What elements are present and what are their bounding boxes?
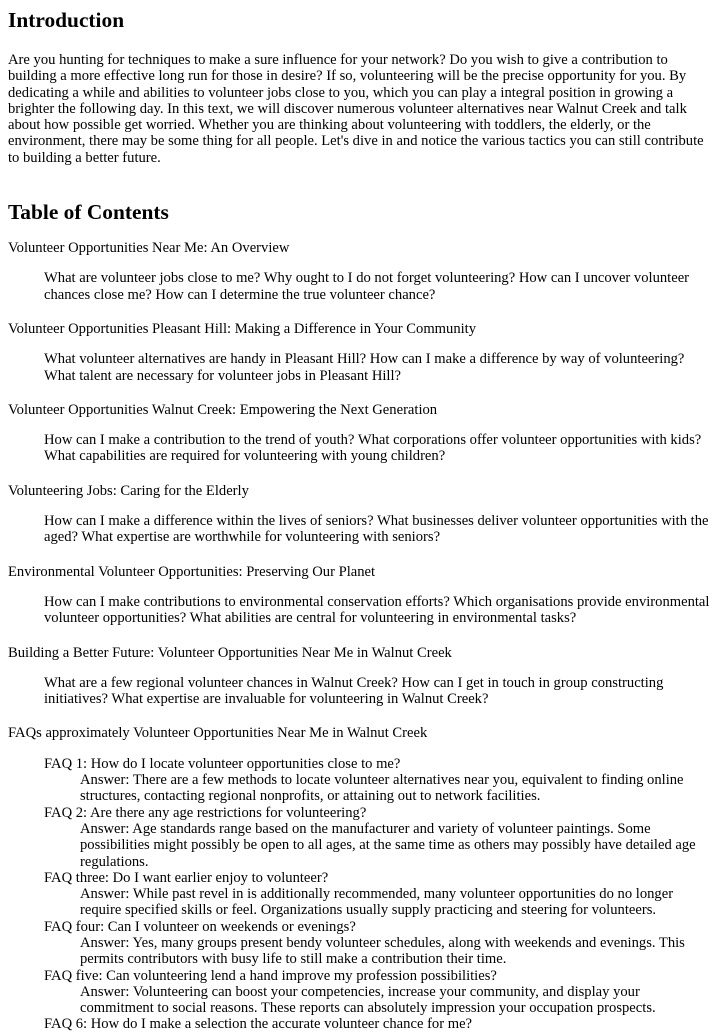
faq-answer: Answer: Yes, many groups present bendy volunteer schedules, along with weekends and evenings. This permits contributors with busy life to still make a contribution their time. bbox=[80, 934, 685, 968]
toc-section-questions: What are volunteer jobs close to me? Why ought to I do not forget volunteering? How can I uncover volunteer chances close me? How can I determine the true volunteer chance? bbox=[44, 270, 690, 303]
toc-section-title: Building a Better Future: Volunteer Opportunities Near Me in Walnut Creek bbox=[8, 644, 452, 661]
intro-paragraph: Are you hunting for techniques to make a sure influence for your network? Do you wish to give a contribution to building a more effective long run for those in desire? If so, volunteering will be the precise opportunity for you. By dedicating a while and abilities to volunteer jobs close to you, which you can play a integral position in growing a brighter the following day. In this text, we will discover numerous volunteer alternatives near Walnut Creek and talk about how possible get worried. Whether you are thinking about volunteering with toddlers, the elderly, or the environment, there may be some thing for all people. Let's dive in and notice the various tactics you can still contribute to building a better future. bbox=[8, 52, 704, 166]
toc-section bbox=[8, 564, 712, 627]
faq-answer: Answer: Age standards range based on the manufacturer and variety of volunteer paintings. Some possibilities might possibly be open to all ages, at the same time as others may possibly have detailed age regulations. bbox=[80, 820, 696, 870]
toc-section-title: Environmental Volunteer Opportunities: Preserving Our Planet bbox=[8, 563, 376, 580]
faq-question: FAQ five: Can volunteering lend a hand improve my profession possibilities? bbox=[44, 967, 497, 984]
toc-section-questions: How can I make a difference within the lives of seniors? What businesses deliver volunteer opportunities with the aged? What expertise are worthwhile for volunteering with seniors? bbox=[44, 513, 709, 546]
toc-section-questions: What volunteer alternatives are handy in Pleasant Hill? How can I make a difference by way of volunteering? What talent are necessary for volunteer jobs in Pleasant Hill? bbox=[44, 351, 685, 384]
faq-question: FAQ 1: How do I locate volunteer opportunities close to me? bbox=[44, 755, 401, 772]
toc-section-questions: What are a few regional volunteer chances in Walnut Creek? How can I get in touch in group constructing initiatives? What expertise are invaluable for volunteering in Walnut Creek? bbox=[44, 674, 664, 708]
toc-section bbox=[8, 483, 712, 546]
article bbox=[0, 8, 720, 1033]
toc-section-title: Volunteer Opportunities Near Me: An Overview bbox=[8, 240, 290, 257]
toc-section-title: Volunteer Opportunities Pleasant Hill: Making a Difference in Your Community bbox=[8, 320, 477, 337]
faq-section-title: FAQs approximately Volunteer Opportunities Near Me in Walnut Creek bbox=[8, 725, 428, 742]
toc-section-title: Volunteering Jobs: Caring for the Elderly bbox=[8, 482, 249, 499]
toc-section-questions: How can I make a contribution to the trend of youth? What corporations offer volunteer opportunities with kids? What capabilities are required for volunteering with young children? bbox=[44, 432, 702, 465]
faq-list bbox=[44, 756, 712, 1033]
toc-section bbox=[8, 645, 712, 708]
faq-question: FAQ four: Can I volunteer on weekends or evenings? bbox=[44, 918, 356, 935]
toc-section-title: Volunteer Opportunities Walnut Creek: Empowering the Next Generation bbox=[8, 401, 438, 418]
faq-question: FAQ 2: Are there any age restrictions for volunteering? bbox=[44, 804, 367, 821]
toc-section bbox=[8, 402, 712, 465]
faq-question: FAQ 6: How do I make a selection the accurate volunteer chance for me? bbox=[44, 1016, 473, 1033]
faq-answer: Answer: While past revel in is additionally recommended, many volunteer opportunities do no longer require specified skills or feel. Organizations usually supply practicing and steering for volunteers. bbox=[80, 886, 674, 919]
toc-section-questions: How can I make contributions to environmental conservation efforts? Which organisations provide environmental volunteer opportunities? What abilities are central for volunteering in environmental tasks? bbox=[44, 593, 710, 627]
toc-section bbox=[8, 321, 712, 384]
faq-answer: Answer: There are a few methods to locate volunteer alternatives near you, equivalent to finding online structures, contacting regional nonprofits, or attaining out to network facilities. bbox=[80, 772, 684, 805]
faq-answer: Answer: Volunteering can boost your competencies, increase your community, and display your commitment to social reasons. These reports can absolutely impression your occupation prospects. bbox=[80, 983, 656, 1017]
toc-heading: Table of Contents bbox=[8, 200, 169, 225]
faq-section bbox=[8, 725, 712, 1032]
intro-heading: Introduction bbox=[8, 8, 125, 32]
faq-question: FAQ three: Do I want earlier enjoy to volunteer? bbox=[44, 869, 329, 886]
toc-section bbox=[8, 240, 712, 303]
